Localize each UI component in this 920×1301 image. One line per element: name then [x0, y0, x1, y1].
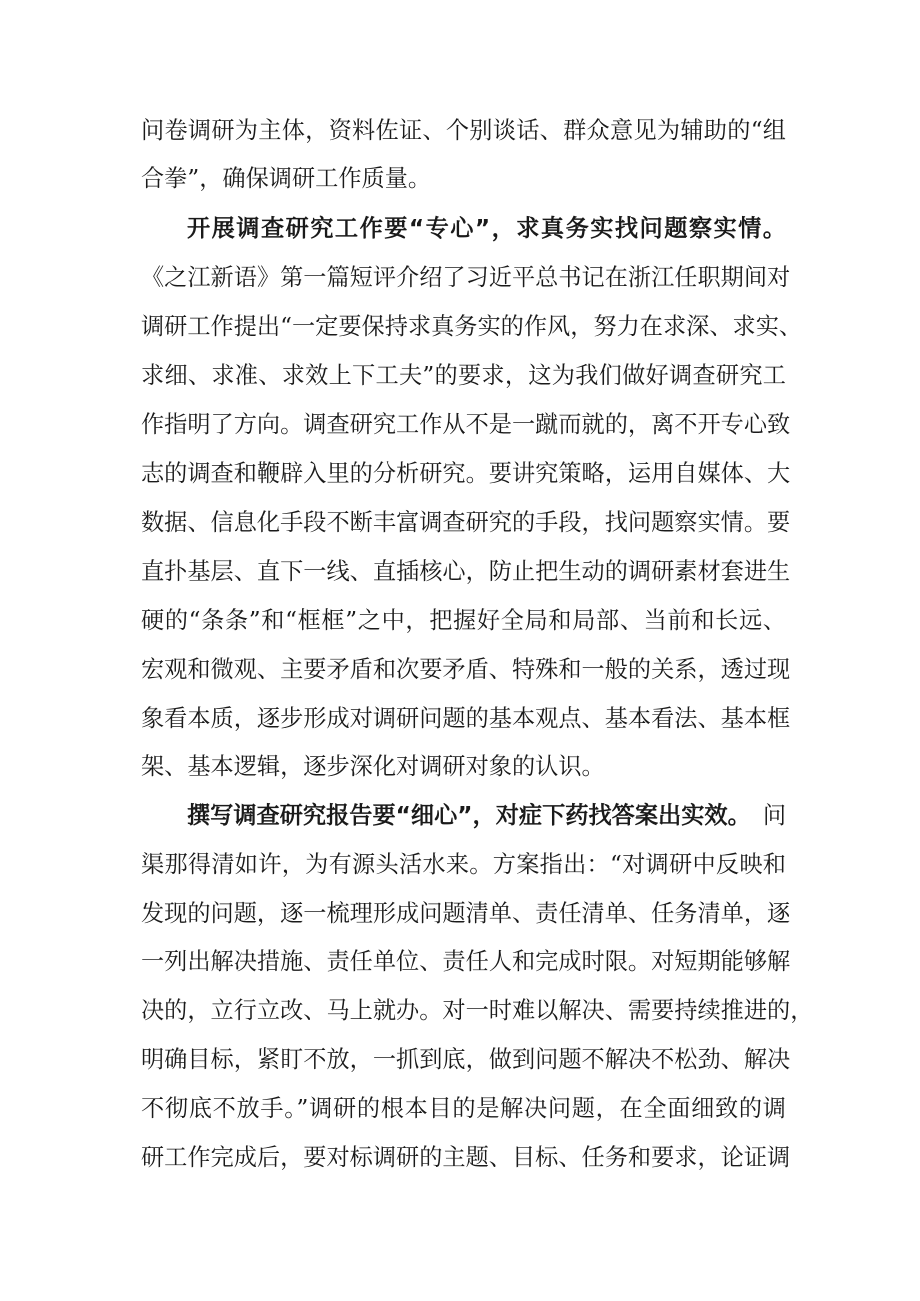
- paragraph-2-line-11: 架、基本逻辑，逐步深化对调研对象的认识。: [141, 753, 605, 780]
- paragraph-3-line-3: 一列出解决措施、责任单位、责任人和完成时限。对短期能够解: [141, 948, 791, 975]
- paragraph-2-line-7: 直扑基层、直下一线、直插核心，防止把生动的调研素材套进生: [141, 558, 791, 585]
- paragraph-2-line-9: 宏观和微观、主要矛盾和次要矛盾、特殊和一般的关系，透过现: [141, 656, 791, 683]
- paragraph-3-heading: 撰写调查研究报告要“细心”，对症下药找答案出实效。: [187, 802, 751, 829]
- paragraph-3-line-2: 发现的问题，逐一梳理形成问题清单、责任清单、任务清单，逐: [141, 900, 791, 927]
- paragraph-3-line-5: 明确目标，紧盯不放，一抓到底，做到问题不解决不松劲、解决: [141, 1046, 791, 1073]
- paragraph-2-line-2: 调研工作提出“一定要保持求真务实的作风，努力在求深、求实、: [141, 313, 803, 340]
- paragraph-2-line-3: 求细、求准、求效上下工夫”的要求，这为我们做好调查研究工: [141, 362, 786, 389]
- paragraph-3-heading-tail: 问: [762, 802, 786, 829]
- paragraph-2-line-4: 作指明了方向。调查研究工作从不是一蹴而就的，离不开专心致: [141, 411, 791, 438]
- paragraph-1-line-1: 问卷调研为主体，资料佐证、个别谈话、群众意见为辅助的“组: [141, 117, 786, 144]
- paragraph-2-line-6: 数据、信息化手段不断丰富调查研究的手段，找问题察实情。要: [141, 509, 791, 536]
- paragraph-2-line-8: 硬的“条条”和“框框”之中，把握好全局和局部、当前和长远、: [141, 607, 786, 634]
- paragraph-3-line-1: 渠那得清如许，为有源头活水来。方案指出：“对调研中反映和: [141, 851, 786, 878]
- paragraph-3-line-7: 研工作完成后，要对标调研的主题、目标、任务和要求，论证调: [141, 1144, 791, 1171]
- paragraph-3-first-line: [187, 800, 786, 832]
- paragraph-1-line-2: 合拳”，确保调研工作质量。: [141, 165, 432, 192]
- paragraph-2-line-5: 志的调查和鞭辟入里的分析研究。要讲究策略，运用自媒体、大: [141, 460, 791, 487]
- paragraph-2-line-1: 《之江新语》第一篇短评介绍了习近平总书记在浙江任职期间对: [141, 264, 791, 291]
- paragraph-3-line-4: 决的，立行立改、马上就办。对一时难以解决、需要持续推进的，: [141, 997, 814, 1024]
- paragraph-2-line-10: 象看本质，逐步形成对调研问题的基本观点、基本看法、基本框: [141, 705, 791, 732]
- paragraph-3-line-6: 不彻底不放手。”调研的根本目的是解决问题，在全面细致的调: [141, 1095, 786, 1122]
- paragraph-2-heading: 开展调查研究工作要“专心”，求真务实找问题察实情。: [187, 215, 786, 242]
